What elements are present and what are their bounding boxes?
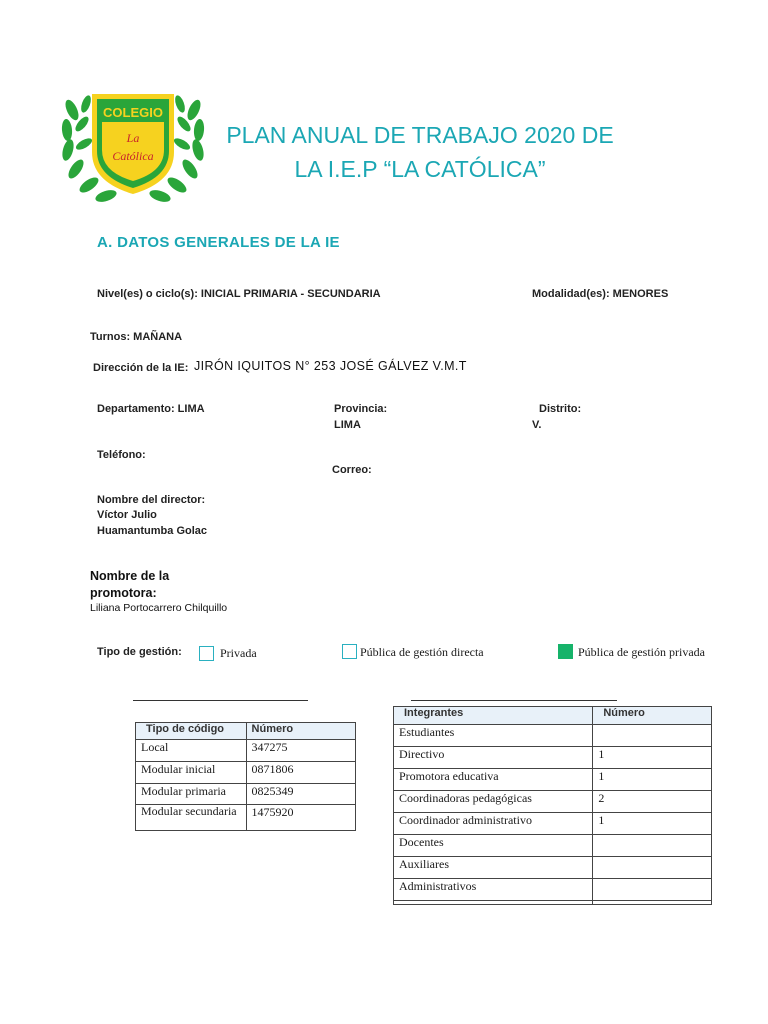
separator-rule-right [411,700,617,701]
members-cell: Estudiantes [394,725,593,747]
promotora-label-line2: promotora: [90,586,157,600]
codes-cell: Modular inicial [136,762,247,784]
table-row [394,791,712,813]
members-cell: 2 [593,791,712,813]
page-title [200,118,640,186]
table-row [136,805,356,831]
members-cell [593,857,712,879]
gestion-publica-directa-label: Pública de gestión directa [360,645,484,659]
logo-script-line1: La [126,131,140,145]
gestion-publica-privada-label: Pública de gestión privada [578,645,705,659]
gestion-privada-label: Privada [220,646,257,660]
codes-header-tipo: Tipo de código [136,723,247,740]
members-cell: Auxiliares [394,857,593,879]
departamento-field: Departamento: LIMA [97,403,205,415]
section-heading: A. DATOS GENERALES DE LA IE [97,234,340,251]
members-cell: Coordinadoras pedagógicas [394,791,593,813]
table-row [394,835,712,857]
direccion-label: Dirección de la IE: [93,362,189,374]
members-header-numero: Número [593,707,712,725]
table-row [394,813,712,835]
logo-script-line2: Católica [112,149,154,163]
nivel-field: Nivel(es) o ciclo(s): INICIAL PRIMARIA - SECUNDARIA [97,288,381,300]
members-table [393,706,712,905]
school-logo [58,82,208,210]
codes-cell: 347275 [246,740,355,762]
members-cell: Administrativos [394,879,593,901]
members-cell [593,835,712,857]
table-row [394,857,712,879]
director-label: Nombre del director: [97,494,206,506]
modalidad-field: Modalidad(es): MENORES [532,288,669,300]
table-row [136,784,356,805]
provincia-value: LIMA [334,419,361,431]
title-line1: PLAN ANUAL DE TRABAJO 2020 DE [226,122,614,148]
logo-top-text: COLEGIO [103,105,163,120]
codes-header-numero: Número [246,723,355,740]
members-cell [394,901,593,905]
codes-cell: 1475920 [246,805,355,831]
codes-cell: Local [136,740,247,762]
distrito-value: V. [532,419,542,431]
members-header-integrantes: Integrantes [394,707,593,725]
provincia-label: Provincia: [334,403,388,415]
members-cell: Docentes [394,835,593,857]
members-cell: Promotora educativa [394,769,593,791]
title-line2: LA I.E.P “LA CATÓLICA” [294,156,546,182]
gestion-privada-checkbox[interactable] [199,646,214,661]
members-cell [593,901,712,905]
table-row [394,747,712,769]
members-cell: Coordinador administrativo [394,813,593,835]
members-cell [593,879,712,901]
codes-cell: 0825349 [246,784,355,805]
table-row [394,901,712,905]
codes-table [135,722,356,831]
separator-rule-left [133,700,308,701]
director-name-line2: Huamantumba Golac [97,525,208,537]
laurel-shield-icon [58,82,208,210]
distrito-label: Distrito: [539,403,582,415]
promotora-value: Liliana Portocarrero Chilquillo [90,602,228,614]
members-cell: 1 [593,813,712,835]
members-cell: 1 [593,769,712,791]
members-cell: Directivo [394,747,593,769]
codes-cell: 0871806 [246,762,355,784]
direccion-value: JIRÓN IQUITOS N° 253 JOSÉ GÁLVEZ V.M.T [194,359,467,373]
promotora-label-line1: Nombre de la [90,569,170,583]
table-row [394,769,712,791]
table-row [394,879,712,901]
director-name-line1: Víctor Julio [97,509,157,521]
codes-cell: Modular secundaria [136,805,247,831]
members-cell [593,725,712,747]
gestion-label: Tipo de gestión: [97,646,182,658]
members-cell: 1 [593,747,712,769]
table-row [136,740,356,762]
turnos-field: Turnos: MAÑANA [90,331,183,343]
telefono-field: Teléfono: [97,449,146,461]
gestion-publica-directa-checkbox[interactable] [342,644,357,659]
table-row [136,762,356,784]
gestion-publica-privada-checkbox[interactable] [558,644,573,659]
correo-field: Correo: [332,464,372,476]
codes-cell: Modular primaria [136,784,247,805]
table-row [394,725,712,747]
